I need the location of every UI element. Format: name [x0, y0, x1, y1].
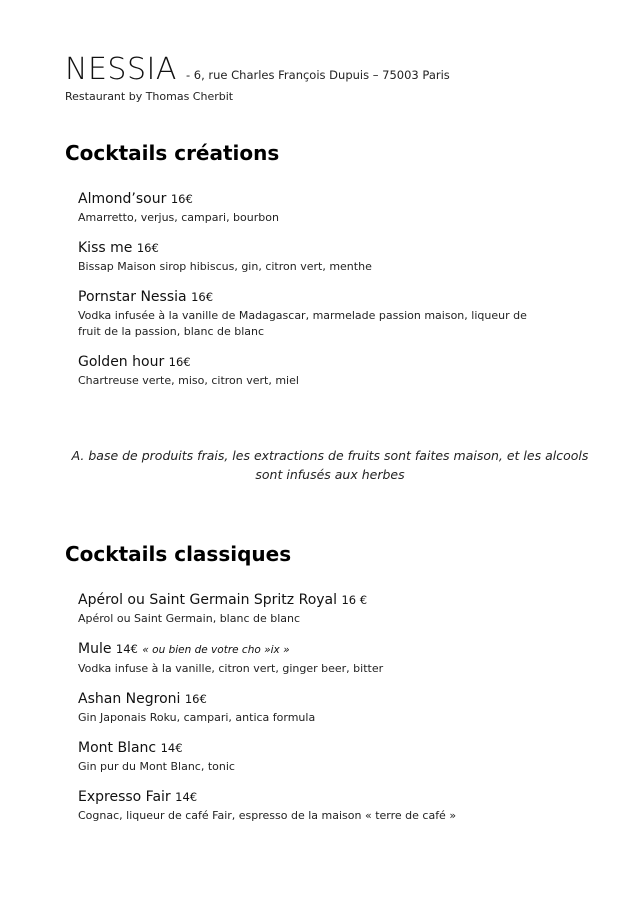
item-price: 16€ — [170, 192, 193, 206]
item-price: 16€ — [184, 692, 207, 706]
item-description: Apérol ou Saint Germain, blanc de blanc — [78, 612, 301, 625]
section-title-creations: Cocktails créations — [65, 141, 280, 165]
menu-item — [78, 190, 548, 226]
menu-item — [78, 788, 548, 824]
item-description: Chartreuse verte, miso, citron vert, miel — [78, 374, 299, 387]
restaurant-address: - 6, rue Charles François Dupuis – 75003 Paris — [185, 68, 450, 82]
menu-item — [78, 690, 548, 726]
item-name: Mont Blanc — [78, 740, 157, 756]
menu-item — [78, 239, 548, 275]
item-name: Kiss me — [78, 240, 133, 256]
item-name: Ashan Negroni — [78, 691, 181, 707]
item-price: 16€ — [136, 241, 159, 255]
menu-header — [65, 52, 450, 103]
item-price: 16€ — [168, 355, 191, 369]
item-description: Vodka infusée à la vanille de Madagascar, marmelade passion maison, liqueur de fruit de la passion, blanc de blanc — [78, 309, 527, 338]
item-price: 14€ — [160, 741, 183, 755]
item-price: 14€ — [115, 642, 138, 656]
title-line — [65, 52, 450, 87]
footnote: A. base de produits frais, les extractions de fruits sont faites maison, et les alcools sont infusés aux herbes — [71, 448, 589, 482]
menu-item — [78, 640, 548, 677]
menu-item — [78, 288, 548, 340]
item-description: Gin Japonais Roku, campari, antica formula — [78, 711, 316, 724]
item-description: Gin pur du Mont Blanc, tonic — [78, 760, 235, 773]
menu-item — [78, 591, 548, 627]
item-description: Vodka infuse à la vanille, citron vert, ginger beer, bitter — [78, 662, 384, 675]
item-description: Bissap Maison sirop hibiscus, gin, citron vert, menthe — [78, 260, 372, 273]
item-name: Expresso Fair — [78, 789, 171, 805]
item-price: 14€ — [175, 790, 198, 804]
restaurant-name: NESSIA — [65, 52, 177, 87]
item-description: Cognac, liqueur de café Fair, espresso de la maison « terre de café » — [78, 809, 457, 822]
item-name: Mule — [78, 641, 112, 657]
item-name: Pornstar Nessia — [78, 289, 187, 305]
item-name: Apérol ou Saint Germain Spritz Royal — [78, 592, 338, 608]
item-name: Golden hour — [78, 354, 165, 370]
item-price: 16€ — [191, 290, 214, 304]
item-note: « ou bien de votre cho »ix » — [142, 644, 290, 656]
restaurant-subtitle: Restaurant by Thomas Cherbit — [65, 90, 234, 103]
menu-item — [78, 353, 548, 389]
classiques-list — [78, 591, 548, 837]
section-title-classiques: Cocktails classiques — [65, 542, 292, 566]
creations-list — [78, 190, 548, 402]
item-description: Amarretto, verjus, campari, bourbon — [78, 211, 279, 224]
item-price: 16 € — [341, 593, 368, 607]
item-name: Almond’sour — [78, 191, 167, 207]
menu-item — [78, 739, 548, 775]
